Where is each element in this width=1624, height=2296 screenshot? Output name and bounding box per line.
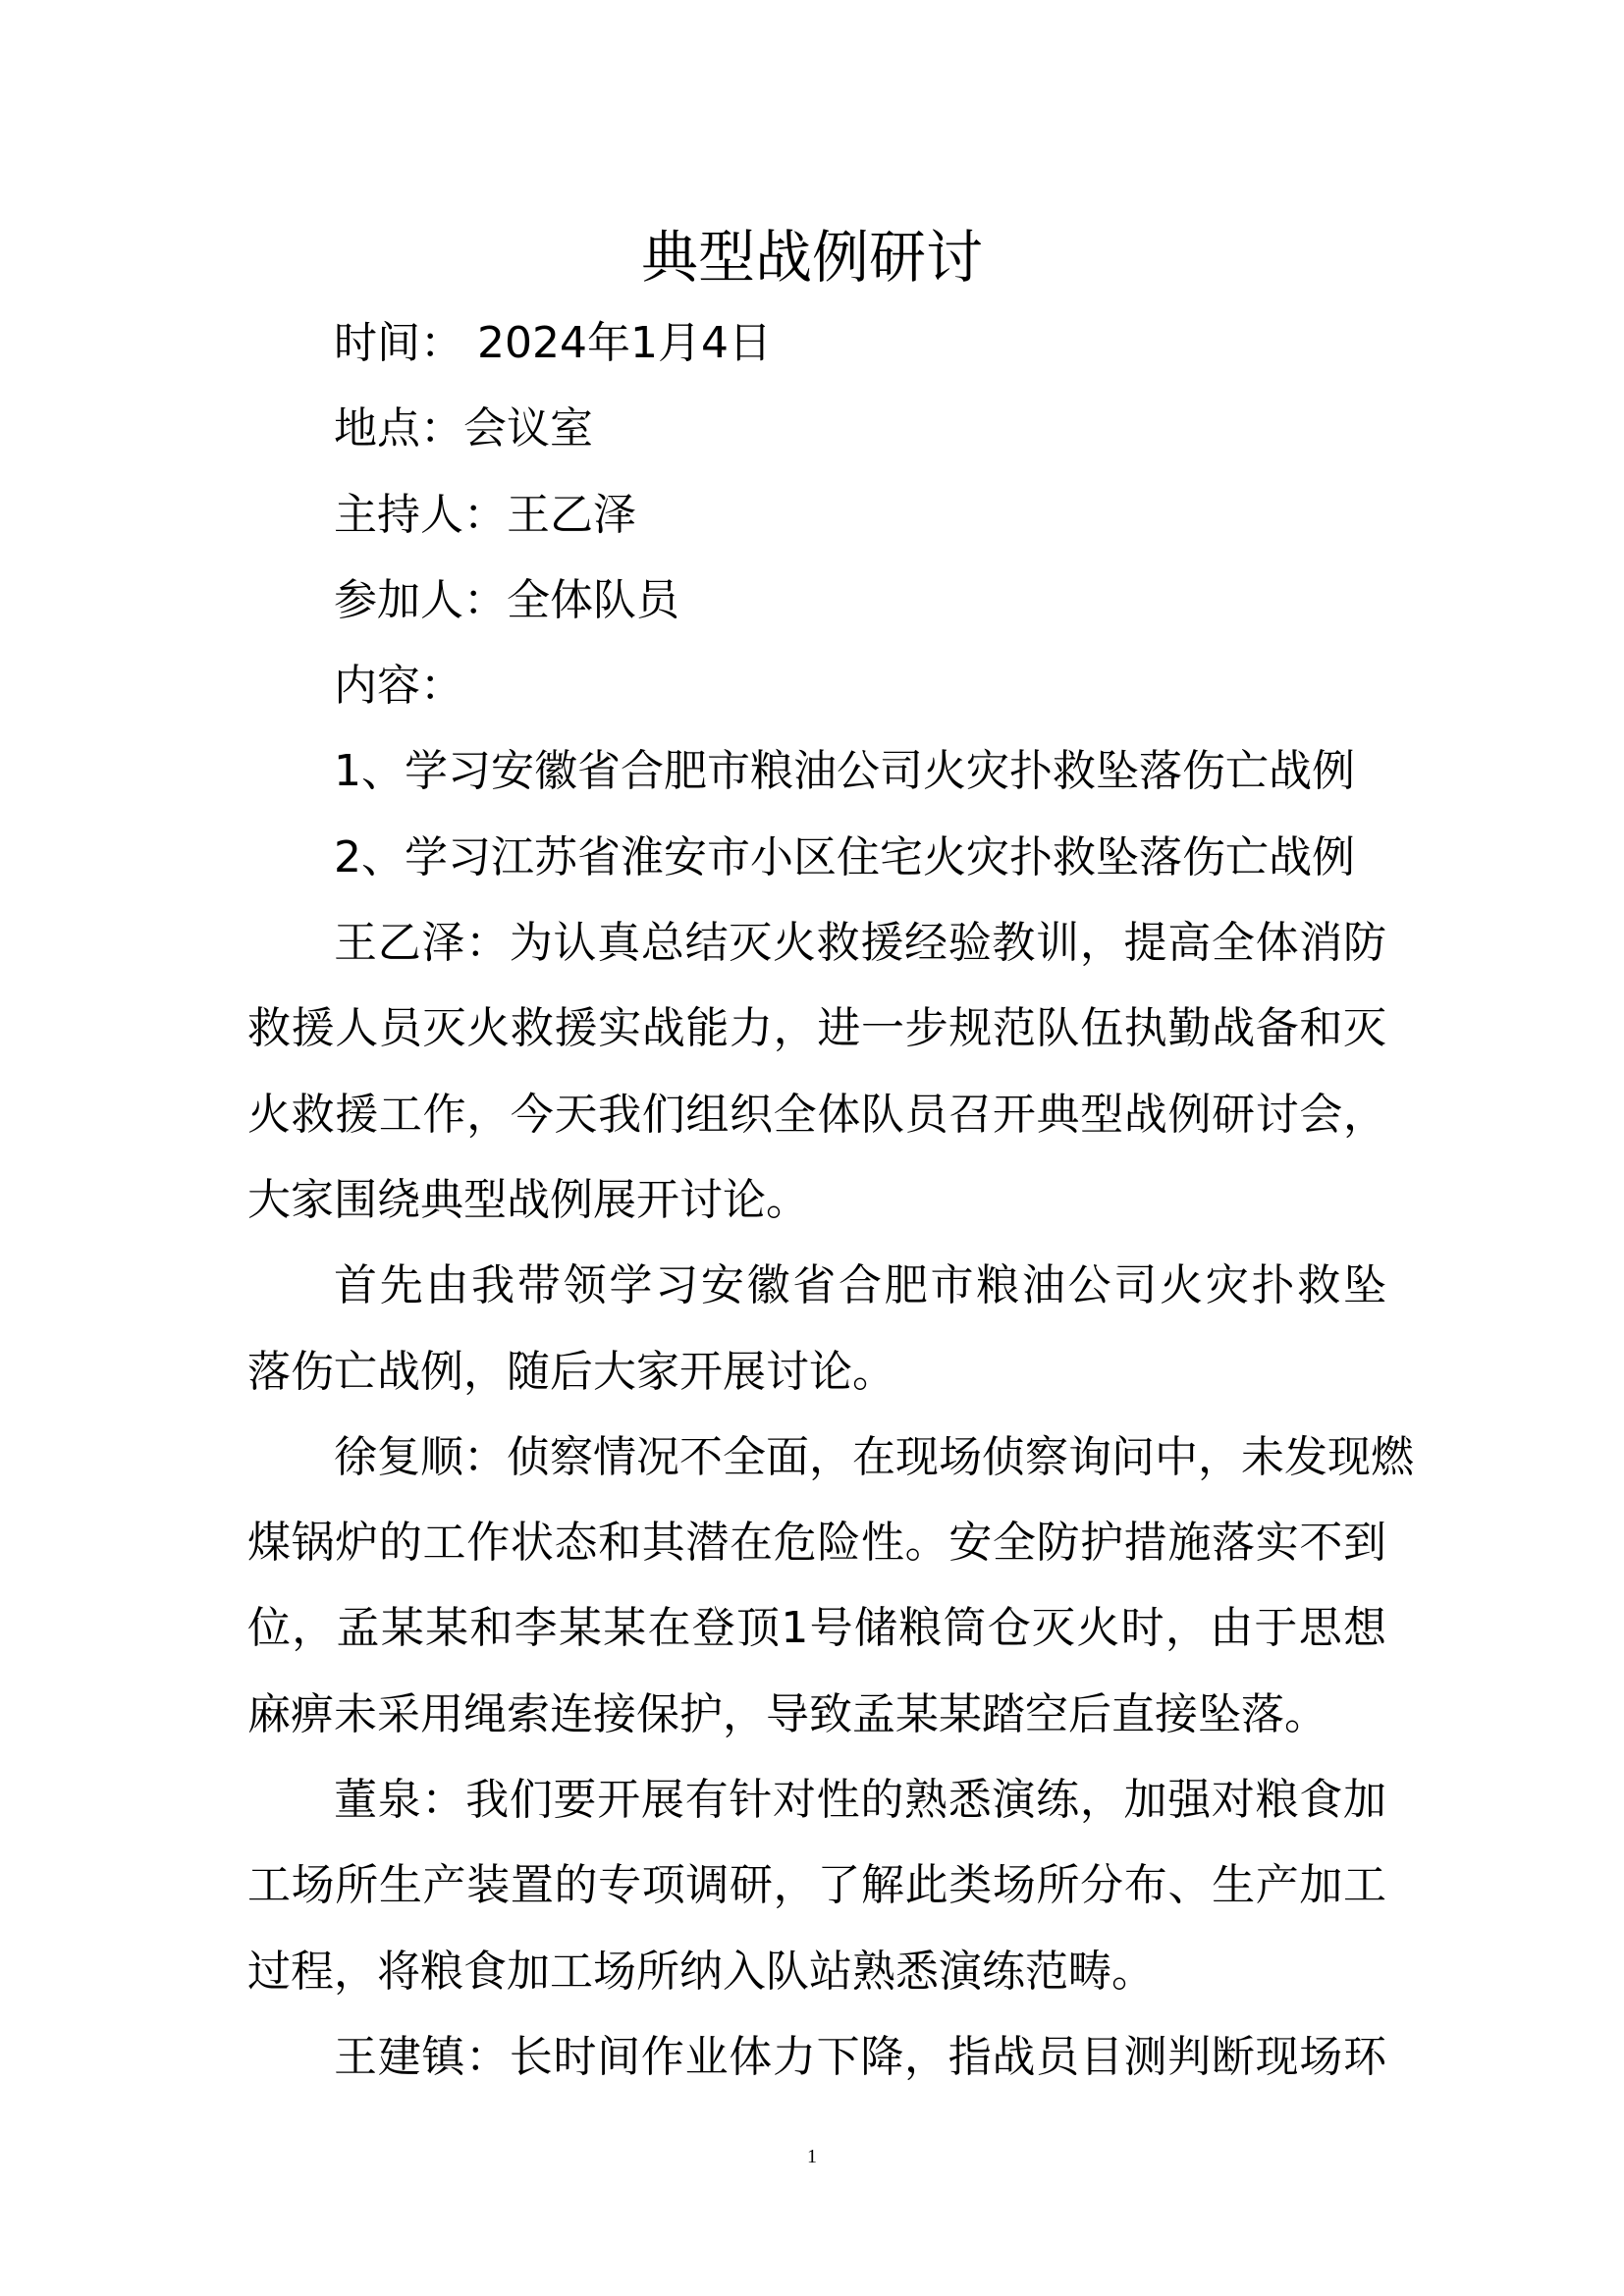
- document-body: [247, 312, 1414, 2111]
- paragraph-line: 救援人员灭火救援实战能力，进一步规范队伍执勤战备和灭: [247, 1003, 1386, 1054]
- paragraph-line: 董泉：我们要开展有针对性的熟悉演练，加强对粮食加: [334, 1775, 1386, 1826]
- paragraph-line: 过程，将粮食加工场所纳入队站熟悉演练范畴。: [247, 1946, 1155, 1997]
- meeting-host: 主持人：王乙泽: [334, 489, 636, 540]
- paragraph-line: 徐复顺：侦察情况不全面，在现场侦察询问中，未发现燃: [334, 1431, 1414, 1482]
- document-title: 典型战例研讨: [640, 224, 983, 291]
- paragraph: [247, 1255, 1386, 1426]
- paragraph-line: 大家围绕典型战例展开讨论。: [247, 1174, 809, 1225]
- content-label: 内容：: [334, 661, 463, 712]
- paragraph: [247, 912, 1386, 1255]
- meeting-attendees: 参加人：全体队员: [334, 574, 679, 625]
- paragraph-line: 麻痹未采用绳索连接保护，导致孟某某踏空后直接坠落。: [247, 1688, 1327, 1739]
- paragraph-line: 王乙泽：为认真总结灭火救援经验教训，提高全体消防: [334, 918, 1386, 969]
- agenda-item: 2、学习江苏省淮安市小区住宅火灾扑救坠落伤亡战例: [334, 831, 1355, 882]
- paragraph: [247, 1769, 1386, 2026]
- agenda-item: 1、学习安徽省合肥市粮油公司火灾扑救坠落伤亡战例: [334, 746, 1355, 797]
- paragraph: [247, 1426, 1414, 1769]
- paragraph-line: 落伤亡战例，随后大家开展讨论。: [247, 1346, 895, 1397]
- paragraph-line: 工场所生产装置的专项调研，了解此类场所分布、生产加工: [247, 1860, 1386, 1911]
- paragraph: [247, 2026, 1386, 2111]
- paragraph-line: 位，孟某某和李某某在登顶1号储粮筒仓灭火时，由于思想: [247, 1603, 1386, 1654]
- paragraph-line: 王建镇：长时间作业体力下降，指战员目测判断现场环: [334, 2031, 1386, 2082]
- meeting-place: 地点：会议室: [334, 403, 593, 454]
- paragraph-line: 火救援工作，今天我们组织全体队员召开典型战例研讨会，: [247, 1089, 1386, 1140]
- page-number: 1: [807, 2146, 817, 2167]
- paragraph-line: 煤锅炉的工作状态和其潜在危险性。安全防护措施落实不到: [247, 1518, 1386, 1569]
- meeting-time: 时间： 2024年1月4日: [334, 318, 772, 368]
- paragraph-line: 首先由我带领学习安徽省合肥市粮油公司火灾扑救坠: [334, 1260, 1386, 1311]
